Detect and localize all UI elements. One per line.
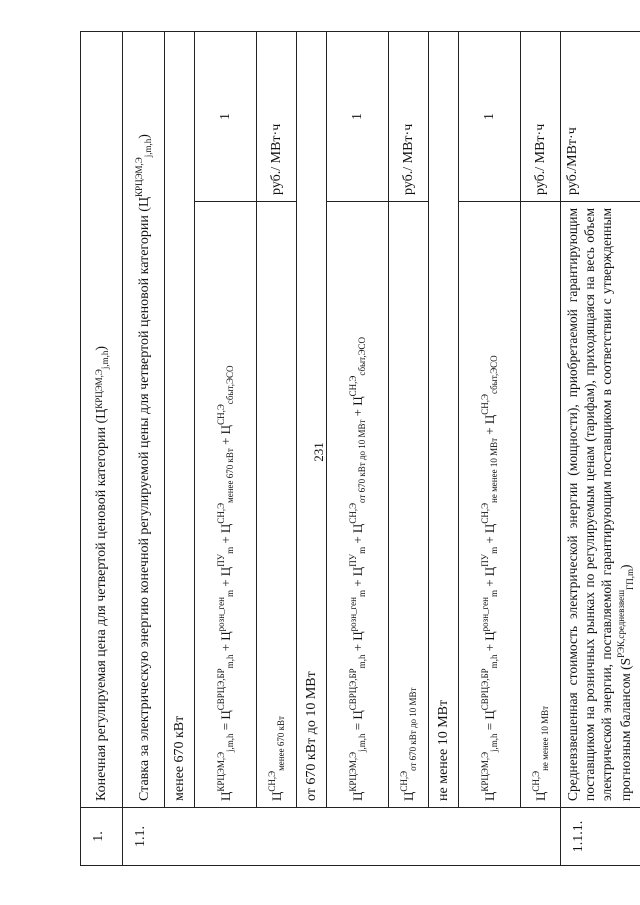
row-number: 1. xyxy=(81,808,123,866)
row-number: 1.1. xyxy=(123,808,561,866)
component: $Ц^{СН,Э}_{от 670 кВт до 10 МВт}$ xyxy=(389,202,429,808)
rotated-table-wrapper xyxy=(80,31,635,866)
group-label: не менее 10 МВт xyxy=(429,32,459,808)
formula: $Ц^{КРЦЭМ,Э}_{j,m,h} = Ц^{СВРЦЭ,БР}_{m,h} + Ц^{розн\_ген}_m + Ц^{ПУ}_m + Ц^{СН,Э}_{от 670 кВт до 10 МВт} + Ц^{СН,Э}_{сбыт,ЭСО}$ xyxy=(327,202,389,808)
component-row xyxy=(389,32,429,866)
component-row xyxy=(521,32,561,866)
formula: $Ц^{КРЦЭМ,Э}_{j,m,h} = Ц^{СВРЦЭ,БР}_{m,h} + Ц^{розн\_ген}_m + Ц^{ПУ}_m + Ц^{СН,Э}_{менее 670 кВт} + Ц^{СН,Э}_{сбыт,ЭСО}$ xyxy=(195,202,257,808)
formula-row xyxy=(327,32,389,866)
row-1-1-1 xyxy=(561,32,640,866)
formula-row xyxy=(459,32,521,866)
coefficient: 1 xyxy=(459,32,521,202)
component-row xyxy=(257,32,297,866)
unit: руб./МВт·ч xyxy=(561,32,640,202)
description: Средневзвешенная стоимость электрической энергии (мощности), приобретаемой гарантирующим поставщиком на розничных рынках по регулируемым ценам (тарифам), приходящаяся на весь объем электрической энергии, поставляемой гарантирующим поставщиком в соответствии с утвержденным прогнозным балансом $(S^{РЭК,средневзвеш}_{ГП,m})$ xyxy=(561,202,640,808)
row-title: Конечная регулируемая цена для четвертой ценовой категории $(Ц_{КРЦЭМ,Эj,m,h})$ xyxy=(81,32,123,808)
component: $Ц^{СН,Э}_{менее 670 кВт}$ xyxy=(257,202,297,808)
row-number: 1.1.1. xyxy=(561,808,640,866)
price-table xyxy=(80,31,640,866)
unit: руб./ МВт·ч xyxy=(521,32,561,202)
formula-row xyxy=(195,32,257,866)
group-label-row xyxy=(429,32,459,866)
row-1-1 xyxy=(123,32,165,866)
group-label-row xyxy=(297,32,327,866)
group-label-row xyxy=(165,32,195,866)
coefficient: 1 xyxy=(195,32,257,202)
group-label: от 670 кВт до 10 МВт xyxy=(297,32,327,808)
coefficient: 1 xyxy=(327,32,389,202)
row-title: Ставка за электрическую энергию конечной регулируемой цены для четвертой ценовой категории $(Ц^{КРЦЭМ,Э}_{j,m,h})$ xyxy=(123,32,165,808)
component: $Ц^{СН,Э}_{не менее 10 МВт}$ xyxy=(521,202,561,808)
row-1 xyxy=(81,32,123,866)
unit: руб./ МВт·ч xyxy=(257,32,297,202)
unit: руб./ МВт·ч xyxy=(389,32,429,202)
group-label: менее 670 кВт xyxy=(165,32,195,808)
page-number: 231 xyxy=(310,442,326,462)
formula: $Ц^{КРЦЭМ,Э}_{j,m,h} = Ц^{СВРЦЭ,БР}_{m,h} + Ц^{розн\_ген}_m + Ц^{ПУ}_m + Ц^{СН,Э}_{не менее 10 МВт} + Ц^{СН,Э}_{сбыт,ЭСО}$ xyxy=(459,202,521,808)
